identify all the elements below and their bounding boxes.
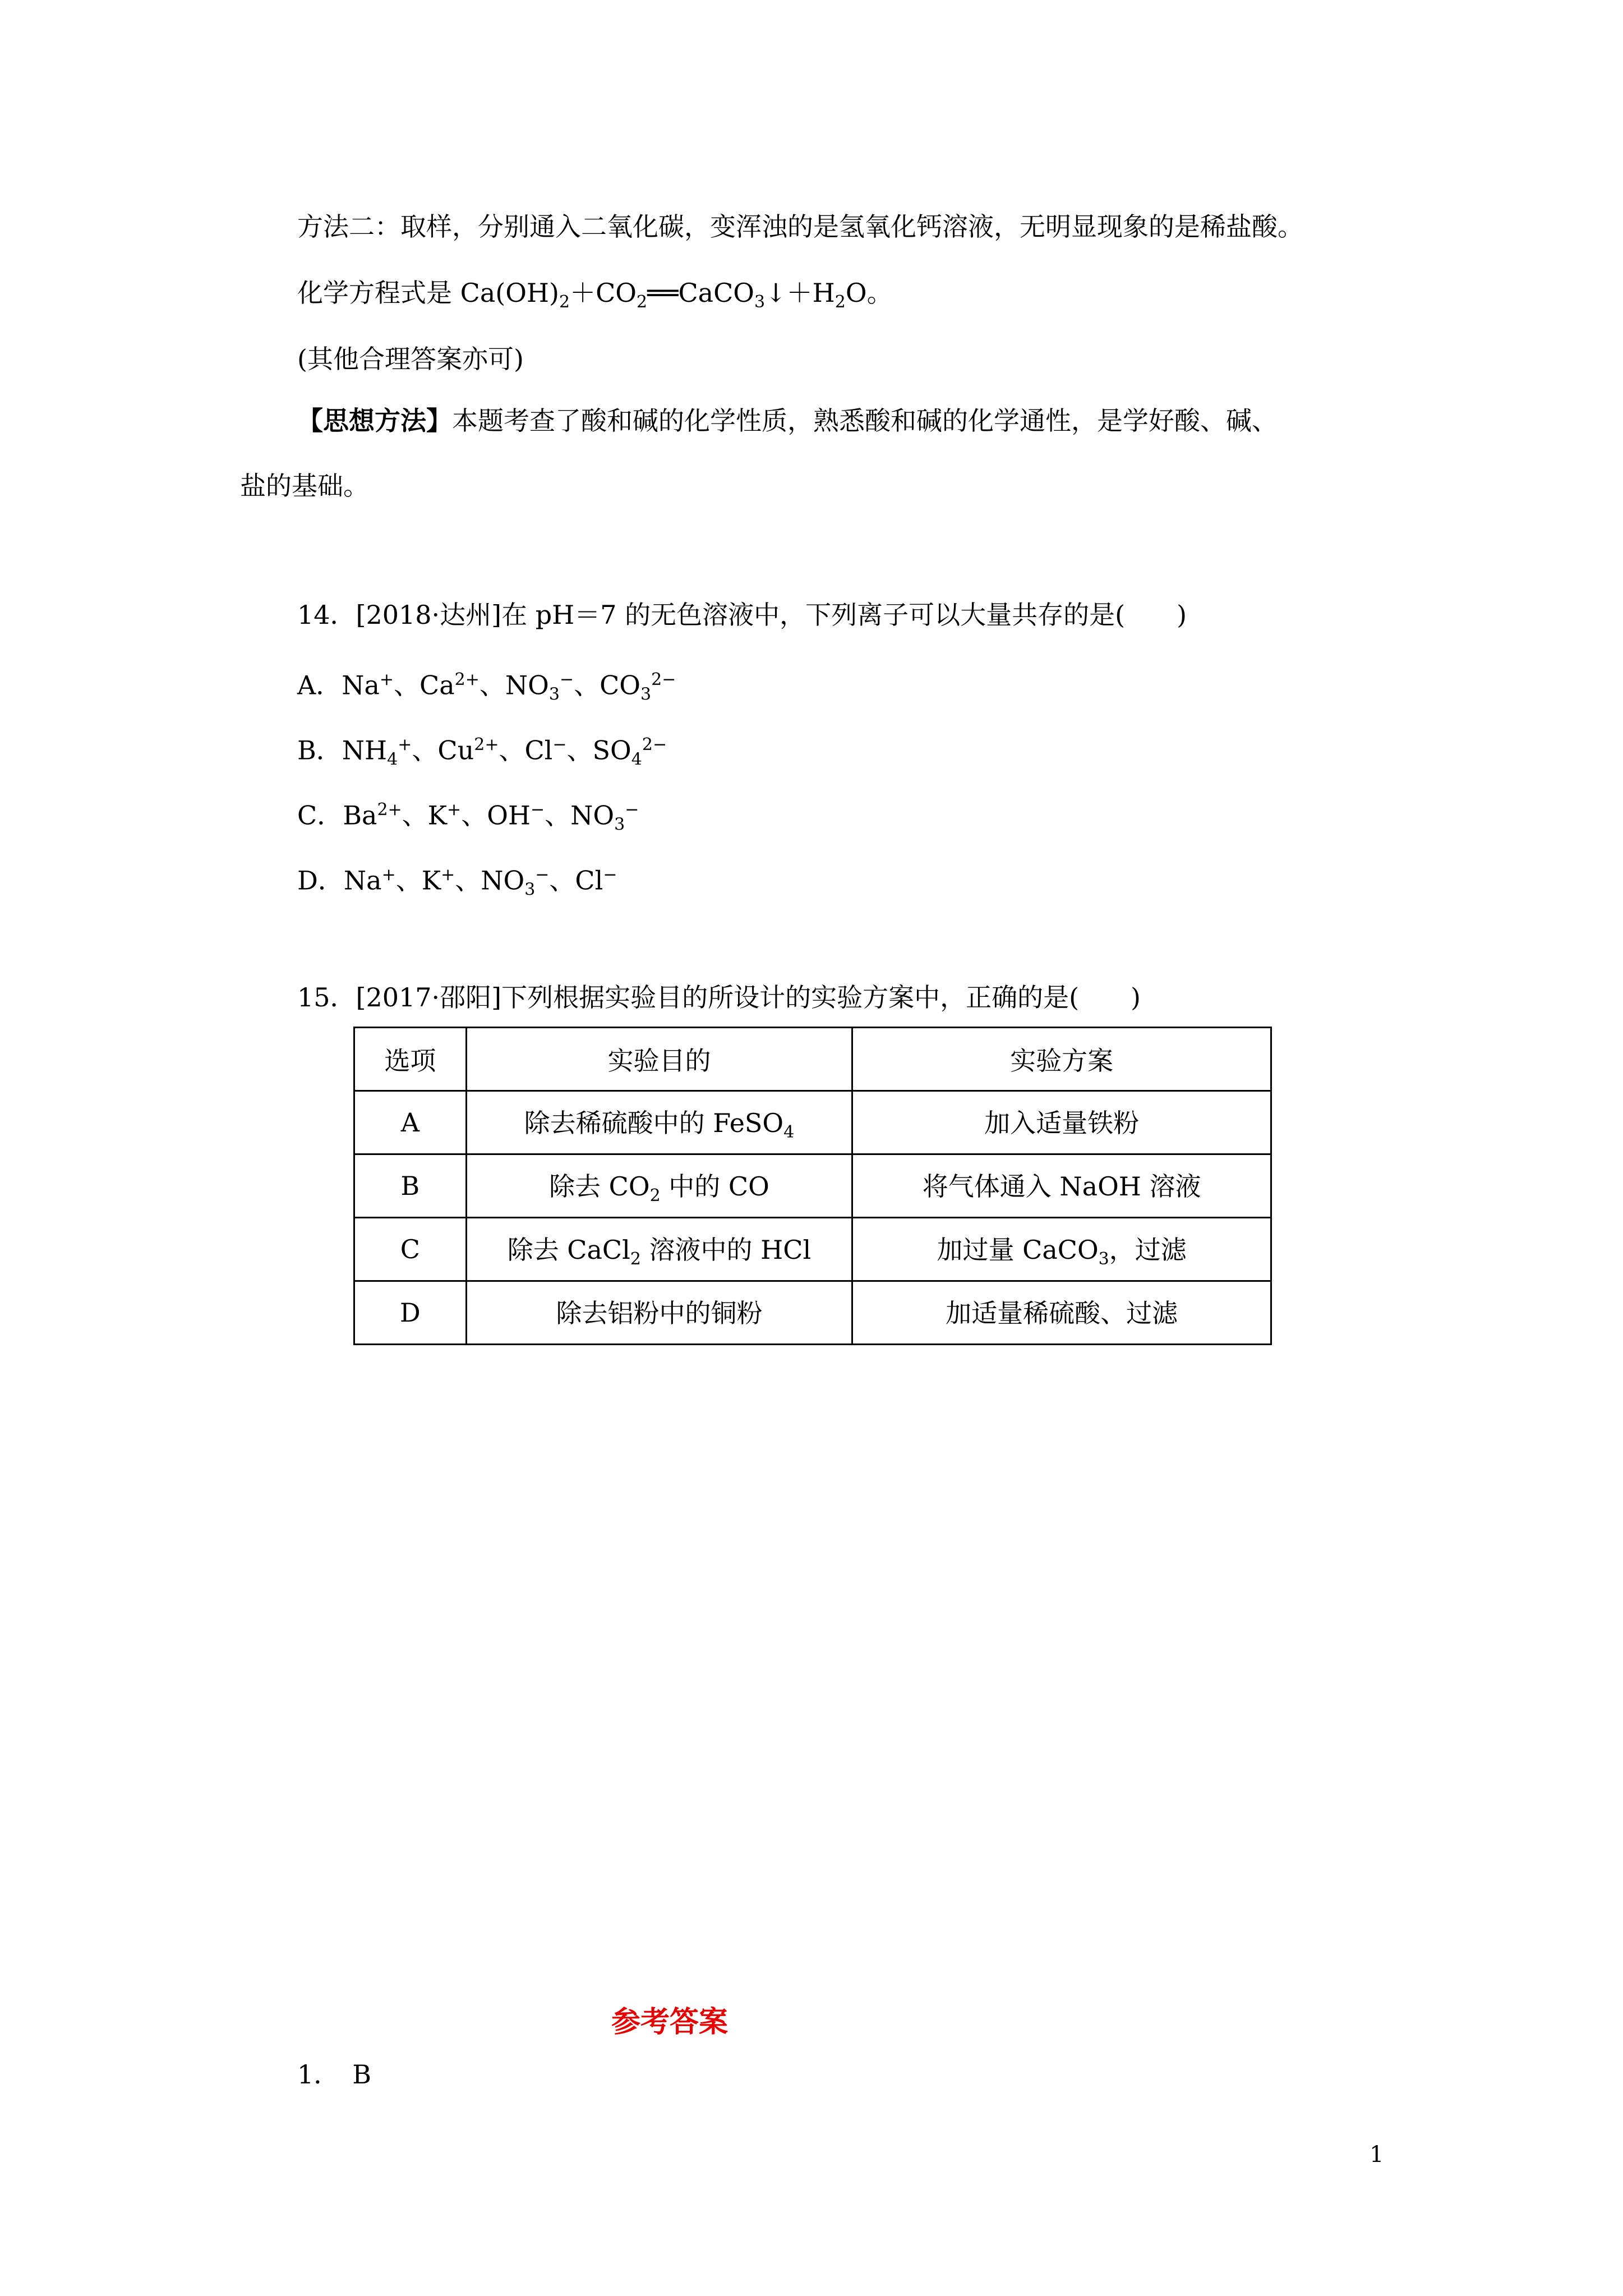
chemical-equation: 化学方程式是 $Ca(OH)_2+CO_2══CaCO_3↓+H_2O$。: [297, 278, 893, 312]
row-goal: 除去稀硫酸中的 FeSO$_4$: [466, 1091, 852, 1154]
answers-title: 参考答案: [611, 2005, 728, 2039]
q14-stem: 14．[2018·达州]在 pH＝7 的无色溶液中，下列离子可以大量共存的是( ): [297, 600, 1187, 630]
thinking-method-tag: 【思想方法】: [297, 406, 452, 436]
thinking-method: 【思想方法】本题考查了酸和碱的化学性质，熟悉酸和碱的化学通性，是学好酸、碱、: [297, 406, 1278, 436]
row-plan: 加适量稀硫酸、过滤: [852, 1281, 1271, 1345]
row-goal: 除去 CaCl$_2$ 溶液中的 HCl: [466, 1218, 852, 1281]
q14-option-a: A．Na+、$Ca^{2+}$、$NO_3^-$、$CO_3^{2-}$: [297, 670, 676, 705]
header-goal: 实验目的: [466, 1028, 852, 1091]
row-goal: 除去 $CO_2$ 中的 CO: [466, 1154, 852, 1218]
page-number: 1: [1370, 2142, 1384, 2168]
thinking-method-cont: 盐的基础。: [240, 471, 369, 501]
method2-line: 方法二：取样，分别通入二氧化碳，变浑浊的是氢氧化钙溶液，无明显现象的是稀盐酸。: [297, 211, 1303, 242]
experiment-table: [353, 1027, 1272, 1345]
row-plan: 将气体通入 NaOH 溶液: [852, 1154, 1271, 1218]
row-plan: 加过量 CaCO$_3$，过滤: [852, 1218, 1271, 1281]
header-plan: 实验方案: [852, 1028, 1271, 1091]
other-answers-note: (其他合理答案亦可): [297, 344, 524, 374]
table-row: [354, 1091, 1271, 1154]
q14-option-c: C．$Ba^{2+}$、K+、OH−、$NO_3^-$: [297, 800, 639, 835]
row-option: B: [354, 1154, 467, 1218]
row-option: A: [354, 1091, 467, 1154]
row-option: C: [354, 1218, 467, 1281]
header-option: 选项: [354, 1028, 467, 1091]
q15-stem: 15．[2017·邵阳]下列根据实验目的所设计的实验方案中，正确的是( ): [297, 982, 1141, 1013]
row-goal: 除去铝粉中的铜粉: [466, 1281, 852, 1345]
answer-item: 1． B: [297, 2059, 372, 2090]
table-row: [354, 1218, 1271, 1281]
q14-option-d: D．Na+、K+、$NO_3^-$、Cl−: [297, 865, 617, 900]
row-plan: 加入适量铁粉: [852, 1091, 1271, 1154]
table-row: [354, 1154, 1271, 1218]
row-option: D: [354, 1281, 467, 1345]
table-header-row: [354, 1028, 1271, 1091]
table-row: [354, 1281, 1271, 1345]
q14-option-b: B．$NH_4^+$、$Cu^{2+}$、Cl−、$SO_4^{2-}$: [297, 735, 667, 770]
